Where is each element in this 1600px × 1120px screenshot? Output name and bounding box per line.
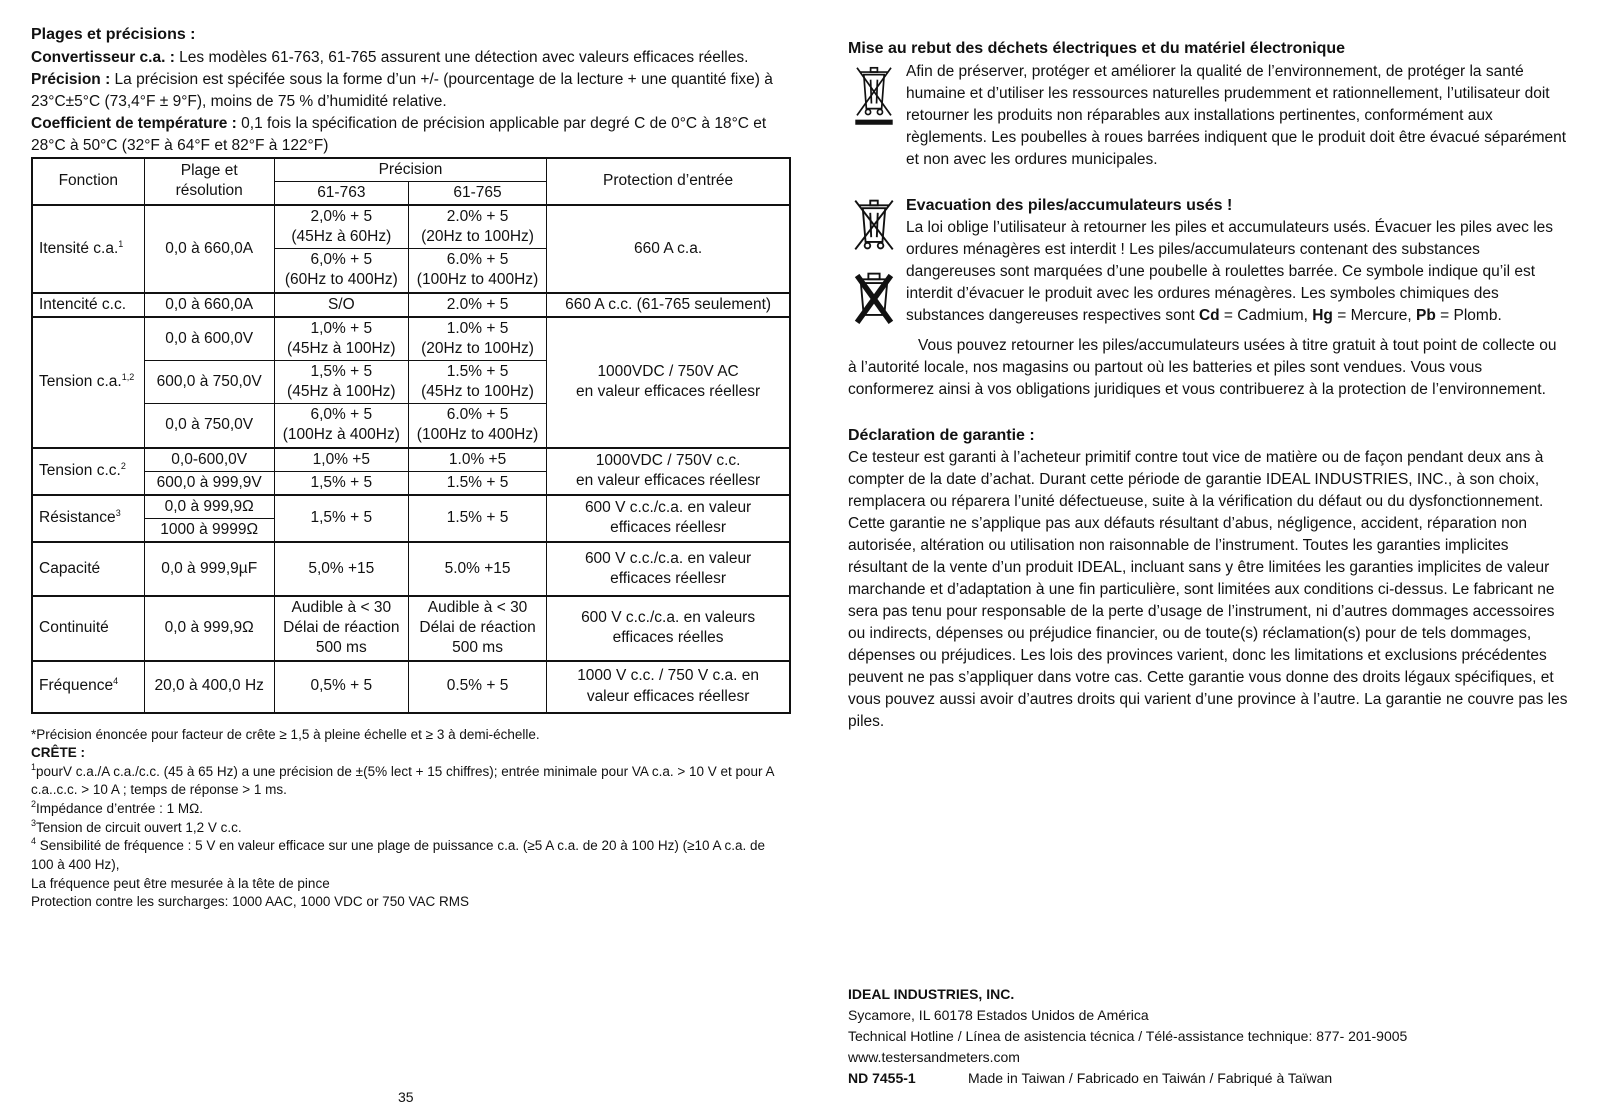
header-61-763: 61-763 bbox=[274, 181, 408, 205]
protection-cell: 600 V c.c./c.a. en valeur efficaces réellesr bbox=[547, 542, 790, 596]
table-row bbox=[32, 542, 790, 596]
footnote-overload: Protection contre les surcharges: 1000 AAC, 1000 VDC or 750 VAC RMS bbox=[31, 894, 469, 910]
precision-cell: 2.0% + 5 (20Hz to 100Hz) bbox=[408, 205, 546, 249]
footnote-4: $^4$ Sensibilité de fréquence : 5 V en valeur efficace sur une plage de puissance c.a. (≥5 A c.a. de 20 à 100 Hz) (≥10 A c.a. de 100 à 400 Hz), bbox=[31, 836, 766, 872]
right-column bbox=[848, 38, 1568, 757]
range-cell: 1000 à 9999Ω bbox=[144, 518, 274, 542]
precision-cell: 1.5% + 5 bbox=[408, 471, 546, 495]
function-cell: Tension c.a.$^{1,2}$ bbox=[32, 317, 144, 448]
spec-table bbox=[31, 157, 791, 714]
table-header-row bbox=[32, 158, 790, 182]
range-cell: 0,0 à 750,0V bbox=[144, 404, 274, 448]
company-name: IDEAL INDUSTRIES, INC. bbox=[848, 986, 1015, 1002]
function-cell: Résistance$^3$ bbox=[32, 495, 144, 542]
battery-title: Evacuation des piles/accumulateurs usés ! bbox=[906, 196, 1233, 214]
precision-cell: 0.5% + 5 bbox=[408, 661, 546, 713]
precision-cell: 6.0% + 5 (100Hz to 400Hz) bbox=[408, 404, 546, 448]
footnote-crete: CRÊTE : bbox=[31, 745, 85, 761]
header-range: Plage et résolution bbox=[144, 158, 274, 205]
document-number: ND 7455-1 bbox=[848, 1070, 916, 1086]
crossed-bin-icon bbox=[848, 61, 900, 129]
function-cell: Itensité c.a.$^1$ bbox=[32, 205, 144, 293]
table-row bbox=[32, 448, 790, 472]
battery-text: La loi oblige l’utilisateur à retourner les piles et accumulateurs usés. Évacuer les piles avec les ordures ménagères est interdit ! Les piles/accumulateurs contenant des substances dangereuses sont marquées d’une poubelle à roulettes barrée. Ce symbole indique qu’il est interdit d’évacuer le produit avec les ordures ménagères. Les symboles chimiques des substances dangereuses respectives sont Cd = Cadmium, Hg = Mercure, Pb = Plomb. bbox=[906, 219, 1554, 325]
header-61-765: 61-765 bbox=[408, 181, 546, 205]
precision-cell: 1,5% + 5 (45Hz à 100Hz) bbox=[274, 360, 408, 403]
precision-cell: 2,0% + 5 (45Hz à 60Hz) bbox=[274, 205, 408, 249]
temp-coef-paragraph: Coefficient de température : 0,1 fois la spécification de précision applicable par degré C de 0°C à 18°C et 28°C à 50°C (32°F à 64°F et 82°F à 122°F) bbox=[31, 114, 767, 154]
precision-cell: 1,0% +5 bbox=[274, 448, 408, 472]
company-address bbox=[848, 984, 1407, 1089]
range-cell: 0,0 à 660,0A bbox=[144, 205, 274, 293]
page-number: 35 bbox=[398, 1089, 414, 1105]
table-row bbox=[32, 317, 790, 361]
precision-cell: 1.5% + 5 bbox=[408, 495, 546, 542]
header-function: Fonction bbox=[32, 158, 144, 205]
warranty-title: Déclaration de garantie : bbox=[848, 426, 1035, 444]
header-precision: Précision bbox=[274, 158, 546, 182]
precision-cell: 2.0% + 5 bbox=[408, 293, 546, 317]
converter-paragraph: Convertisseur c.a. : Les modèles 61-763, 61-765 assurent une détection avec valeurs efficaces réelles. bbox=[31, 48, 749, 66]
left-column bbox=[31, 24, 791, 912]
table-row bbox=[32, 661, 790, 713]
footnotes bbox=[31, 726, 791, 912]
function-cell: Capacité bbox=[32, 542, 144, 596]
battery-section bbox=[848, 195, 1568, 401]
table-row bbox=[32, 293, 790, 317]
footnote-3: $^3$Tension de circuit ouvert 1,2 V c.c. bbox=[31, 817, 242, 835]
precision-cell: 5.0% +15 bbox=[408, 542, 546, 596]
battery-text-2: Vous pouvez retourner les piles/accumulateurs usées à titre gratuit à tout point de collecte ou à l’autorité locale, nos magasins ou partout où les batteries et piles sont vendues. Vous vous conformerez ainsi à vos obligations juridiques et vous contribuerez à la protection de l’environnement. bbox=[848, 336, 1557, 398]
precision-cell: Audible à < 30 Délai de réaction 500 ms bbox=[408, 596, 546, 660]
protection-cell: 600 V c.c./c.a. en valeur efficaces réellesr bbox=[547, 495, 790, 542]
header-protection: Protection d’entrée bbox=[547, 158, 790, 205]
footnote-1: $^1$pourV c.a./A c.a./c.c. (45 à 65 Hz) a une précision de ±(5% lect + 15 chiffres); entrée minimale pour VA c.a. > 10 V et pour A c.a..c.c. > 10 A ; temps de réponse > 1 ms. bbox=[31, 761, 774, 798]
precision-cell: 1,5% + 5 bbox=[274, 471, 408, 495]
weee-text: Afin de préserver, protéger et améliorer la qualité de l’environnement, de protéger la santé humaine et d’utiliser les ressources naturelles prudemment et rationnellement, l’utilisateur doit retourner les produits non réparables aux installations pertinentes, conformément aux règlements. Les poubelles à roues barrées indiquent que le produit doit être évacué séparément et non avec les ordures municipales. bbox=[906, 62, 1567, 168]
protection-cell: 600 V c.c./c.a. en valeurs efficaces réelles bbox=[547, 596, 790, 660]
precision-cell: 0,5% + 5 bbox=[274, 661, 408, 713]
footnote-star: *Précision énoncée pour facteur de crête ≥ 1,5 à pleine échelle et ≥ 3 à demi-échelle. bbox=[31, 726, 540, 742]
precision-cell: 1.0% + 5 (20Hz to 100Hz) bbox=[408, 317, 546, 361]
company-city: Sycamore, IL 60178 Estados Unidos de América bbox=[848, 1007, 1149, 1023]
warranty-section bbox=[848, 425, 1568, 734]
table-row bbox=[32, 495, 790, 519]
footnote-2: $^2$Impédance d’entrée : 1 MΩ. bbox=[31, 799, 203, 817]
range-cell: 0,0 à 999,9µF bbox=[144, 542, 274, 596]
protection-cell: 1000VDC / 750V AC en valeur efficaces réellesr bbox=[547, 317, 790, 448]
precision-cell: 1,5% + 5 bbox=[274, 495, 408, 542]
function-cell: Continuité bbox=[32, 596, 144, 660]
range-cell: 0,0 à 600,0V bbox=[144, 317, 274, 361]
warranty-text: Ce testeur est garanti à l’acheteur primitif contre tout vice de matière ou de façon pendant deux ans à compter de la date d’achat. Durant cette période de garantie IDEAL INDUSTRIES, INC., à son choix, remplacera ou réparera l’unité défectueuse, suite à la vérification du défaut ou du dysfonctionnement. Cette garantie ne s’applique pas aux défauts résultant d’abus, négligence, accident, réparation non autorisée, altération ou utilisation non raisonnable de l’instrument. Toutes les garanties implicites résultant de la vente d’un produit IDEAL, incluant sans y être limitées les garanties implicites de valeur marchande et d’adaptation à une fin particulière, sont limitées aux conditions ci-dessus. Le fabricant ne sera pas tenu pour responsable de la perte d’usage de l’instrument, ni d’autres dommages accessoires ou indirects, dépenses ou préjudice financier, ou de toute(s) réclamation(s) pour de tels dommages, dépenses ou préjudices. Les lois des provinces varient, donc les limitations et exclusions précédentes peuvent ne pas s’appliquer dans votre cas. Cette garantie vous donne des droits légaux spécifiques, et vous pouvez aussi avoir d’autres droits qui varient d’une province à l’autre. La garantie ne couvre pas les piles. bbox=[848, 449, 1568, 731]
protection-cell: 1000VDC / 750V c.c. en valeur efficaces réellesr bbox=[547, 448, 790, 495]
range-cell: 0,0 à 999,9Ω bbox=[144, 596, 274, 660]
function-cell: Intencité c.c. bbox=[32, 293, 144, 317]
precision-cell: 6,0% + 5 (100Hz à 400Hz) bbox=[274, 404, 408, 448]
precision-cell: 1,0% + 5 (45Hz à 100Hz) bbox=[274, 317, 408, 361]
protection-cell: 1000 V c.c. / 750 V c.a. en valeur efficaces réellesr bbox=[547, 661, 790, 713]
ranges-heading: Plages et précisions : bbox=[31, 26, 196, 43]
company-hotline: Technical Hotline / Línea de asistencia técnica / Télé-assistance technique: 877- 201-9005 bbox=[848, 1028, 1408, 1044]
precision-cell: 1.5% + 5 (45Hz to 100Hz) bbox=[408, 360, 546, 403]
made-in: Made in Taiwan / Fabricado en Taiwán / Fabriqué à Taïwan bbox=[968, 1070, 1333, 1086]
precision-cell: 6.0% + 5 (100Hz to 400Hz) bbox=[408, 249, 546, 293]
range-cell: 600,0 à 750,0V bbox=[144, 360, 274, 403]
table-row bbox=[32, 205, 790, 249]
range-cell: 0,0 à 999,9Ω bbox=[144, 495, 274, 519]
precision-cell: 1.0% +5 bbox=[408, 448, 546, 472]
table-row bbox=[32, 596, 790, 660]
range-cell: 0,0-600,0V bbox=[144, 448, 274, 472]
weee-title: Mise au rebut des déchets électriques et du matériel électronique bbox=[848, 40, 1346, 57]
precision-cell: S/O bbox=[274, 293, 408, 317]
company-website: www.testersandmeters.com bbox=[848, 1049, 1020, 1065]
footnote-frequency: La fréquence peut être mesurée à la tête de pince bbox=[31, 875, 330, 891]
range-cell: 600,0 à 999,9V bbox=[144, 471, 274, 495]
range-cell: 20,0 à 400,0 Hz bbox=[144, 661, 274, 713]
precision-cell: 5,0% +15 bbox=[274, 542, 408, 596]
battery-bin-icon bbox=[848, 268, 900, 328]
function-cell: Tension c.c.$^2$ bbox=[32, 448, 144, 495]
weee-section bbox=[848, 38, 1568, 171]
precision-cell: Audible à < 30 Délai de réaction 500 ms bbox=[274, 596, 408, 660]
precision-cell: 6,0% + 5 (60Hz to 400Hz) bbox=[274, 249, 408, 293]
protection-cell: 660 A c.a. bbox=[547, 205, 790, 293]
function-cell: Fréquence$^4$ bbox=[32, 661, 144, 713]
crossed-bin-icon bbox=[848, 195, 900, 255]
range-cell: 0,0 à 660,0A bbox=[144, 293, 274, 317]
precision-paragraph: Précision : La précision est spécifée sous la forme d’un +/- (pourcentage de la lecture + une quantité fixe) à 23°C±5°C (73,4°F ± 9°F), moins de 75 % d’humidité relative. bbox=[31, 70, 773, 110]
protection-cell: 660 A c.c. (61-765 seulement) bbox=[547, 293, 790, 317]
